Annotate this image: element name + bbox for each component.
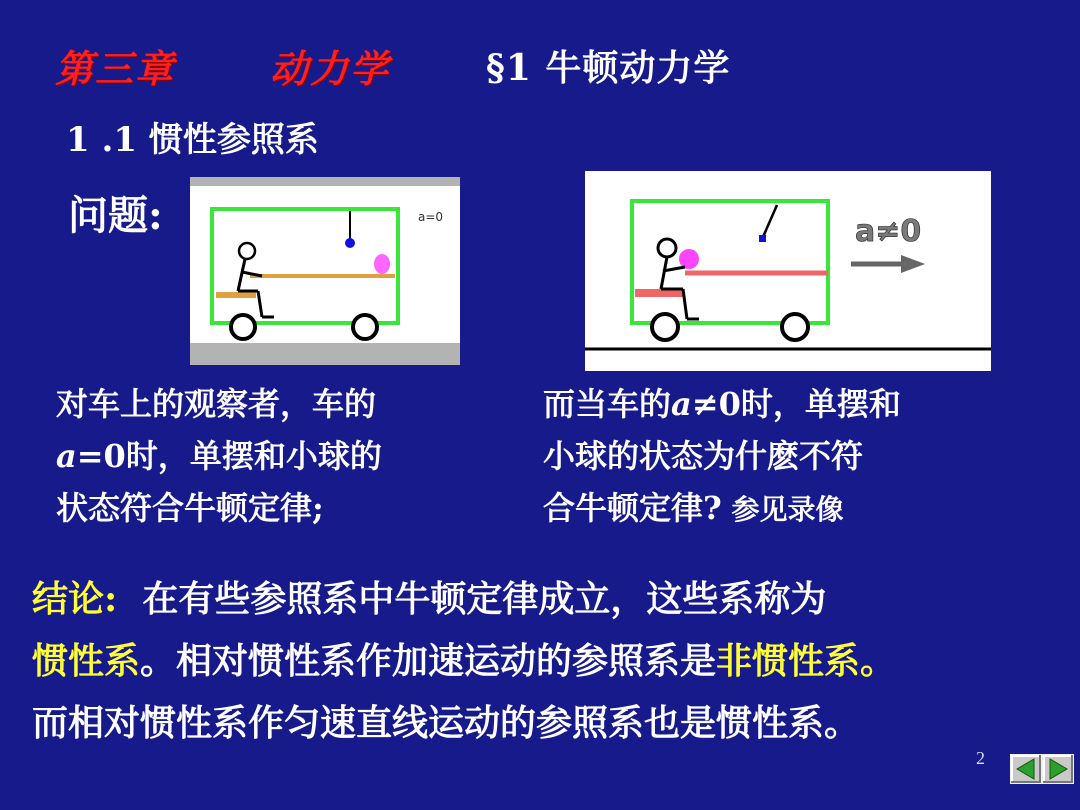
right-caption-line3: 合牛顿定律? 参见录像 bbox=[543, 489, 844, 527]
conclusion-line2: 惯性系。相对惯性系作加速运动的参照系是非惯性系。 bbox=[32, 640, 897, 682]
conclusion-line1: 结论: 在有些参照系中牛顿定律成立，这些系称为 bbox=[32, 578, 827, 620]
right-caption bbox=[543, 378, 901, 536]
accel-label: a≠0 bbox=[855, 214, 922, 249]
ball bbox=[679, 249, 699, 269]
question-label: 问题: bbox=[68, 192, 163, 239]
ground-bar bbox=[190, 343, 460, 365]
wheel-left bbox=[231, 315, 255, 339]
accel-zero-label: a=0 bbox=[418, 210, 444, 224]
chapter-label: 第三章 bbox=[55, 46, 176, 91]
left-caption bbox=[56, 378, 382, 534]
var-a: a bbox=[56, 437, 77, 475]
left-caption-line1: 对车上的观察者，车的 bbox=[56, 385, 377, 423]
car-accelerating-illustration bbox=[585, 171, 991, 371]
chapter-title bbox=[55, 38, 175, 93]
pendulum-bob bbox=[345, 238, 355, 248]
topic-label: 动力学 bbox=[270, 46, 391, 91]
left-caption-line2: a=0时，单摆和小球的 bbox=[56, 437, 382, 475]
subsection-title: 1 .1 惯性参照系 bbox=[66, 120, 319, 160]
conclusion-line3: 而相对惯性系作匀速直线运动的参照系也是惯性系。 bbox=[32, 702, 861, 744]
wheel-left bbox=[652, 314, 678, 340]
term-inertial-frame: 惯性系 bbox=[32, 640, 141, 682]
next-slide-button[interactable] bbox=[1042, 754, 1074, 784]
right-caption-line1: 而当车的a≠0时，单摆和 bbox=[543, 385, 901, 423]
pendulum-bob bbox=[759, 235, 766, 242]
person-head bbox=[658, 239, 676, 257]
term-non-inertial-frame: 非惯性系。 bbox=[716, 640, 897, 682]
bench bbox=[216, 292, 256, 298]
triangle-left-icon bbox=[1011, 755, 1041, 783]
topic-title bbox=[270, 38, 390, 93]
section-title: §1 牛顿动力学 bbox=[486, 47, 731, 89]
right-caption-line2: 小球的状态为什麽不符 bbox=[543, 437, 864, 475]
conclusion-block bbox=[32, 568, 896, 754]
car-at-rest-illustration bbox=[190, 177, 460, 365]
figure-car-accelerating bbox=[585, 171, 991, 371]
ball bbox=[374, 254, 390, 274]
wheel-right bbox=[782, 314, 808, 340]
var-a: a bbox=[671, 385, 692, 423]
left-caption-line3: 状态符合牛顿定律; bbox=[56, 489, 324, 527]
conclusion-label: 结论: bbox=[32, 578, 118, 620]
triangle-right-icon bbox=[1043, 755, 1073, 783]
wheel-right bbox=[353, 315, 377, 339]
video-reference-note: 参见录像 bbox=[721, 493, 844, 526]
person-head bbox=[239, 243, 255, 259]
ceiling-bar bbox=[190, 177, 460, 186]
prev-slide-button[interactable] bbox=[1010, 754, 1042, 784]
figure-car-at-rest bbox=[190, 177, 460, 365]
page-number: 2 bbox=[976, 748, 985, 768]
